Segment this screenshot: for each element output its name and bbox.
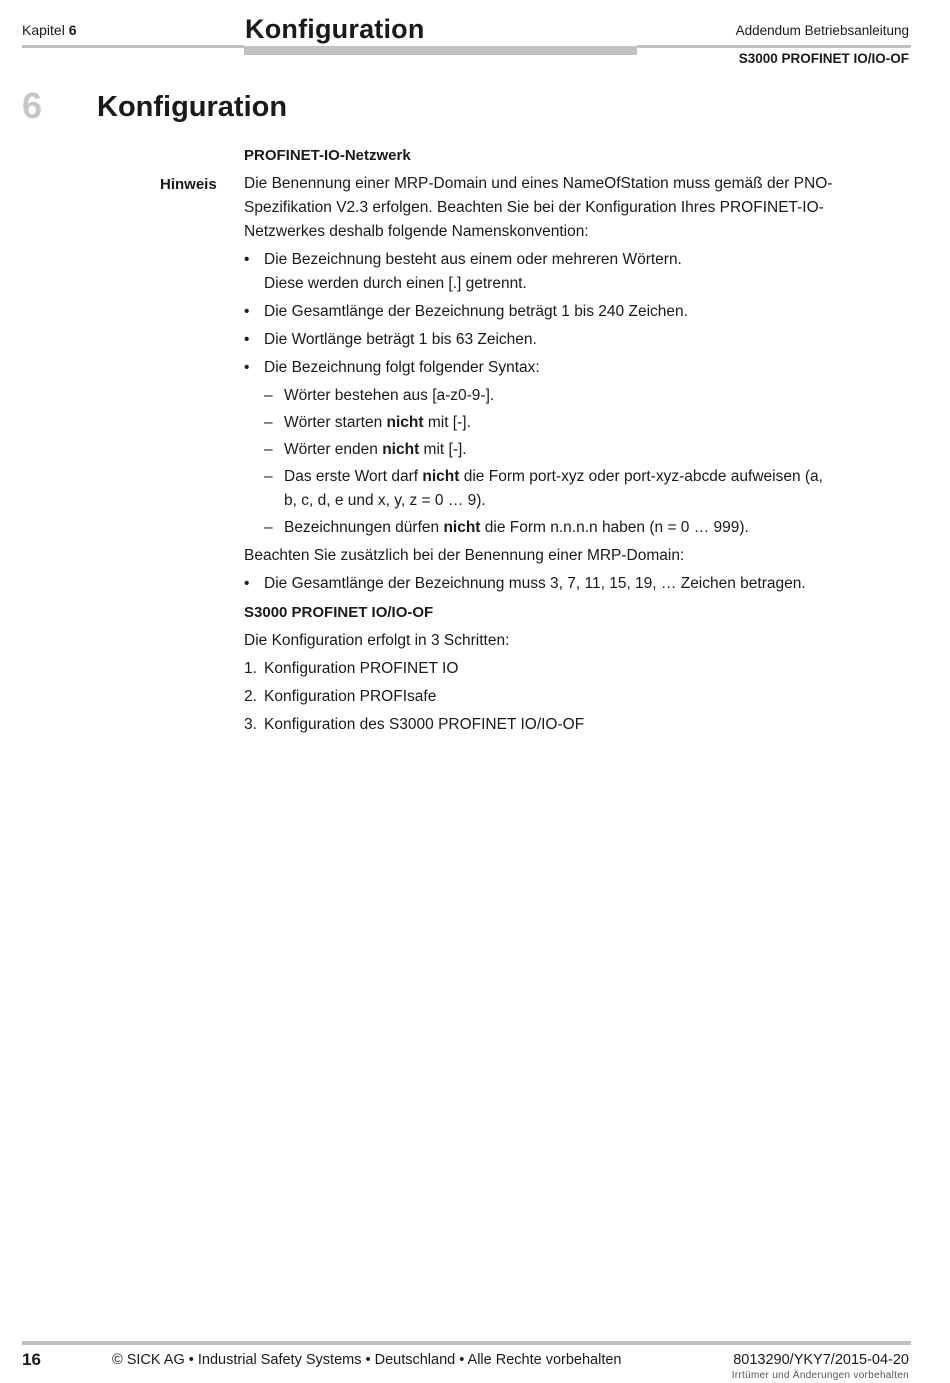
emphasis: nicht [382, 441, 420, 458]
section-heading-network: PROFINET-IO-Netzwerk [244, 147, 411, 164]
section-heading-device: S3000 PROFINET IO/IO-OF [244, 604, 434, 621]
list-item-text: Die Wortlänge beträgt 1 bis 63 Zeichen. [264, 331, 537, 348]
mrp-note: Beachten Sie zusätzlich bei der Benennung einer MRP-Domain: [244, 547, 685, 564]
list-item-text: Konfiguration des S3000 PROFINET IO/IO-OF [264, 716, 585, 733]
device-intro: Die Konfiguration erfolgt in 3 Schritten: [244, 632, 510, 649]
list-item-text: Konfiguration PROFIsafe [264, 688, 437, 705]
list-item [244, 328, 884, 352]
header-rule-middle [244, 46, 637, 55]
note-label: Hinweis [160, 176, 217, 193]
header-rule-right [637, 45, 911, 48]
footer-doc-number: 8013290/YKY7/2015-04-20 [733, 1352, 909, 1368]
list-item-text: Die Gesamtlänge der Bezeichnung muss 3, 7, 11, 15, 19, … Zeichen betragen. [264, 575, 806, 592]
mrp-rules-list [244, 572, 884, 596]
header-doc-type: Addendum Betriebsanleitung [735, 23, 909, 38]
list-item [244, 300, 884, 324]
list-item [244, 657, 884, 681]
list-item [244, 465, 884, 513]
footer-rule [22, 1341, 911, 1345]
dash-marker: – [264, 468, 273, 485]
chapter-title: Konfiguration [97, 91, 288, 123]
bullet-marker: • [244, 575, 250, 592]
list-item [244, 411, 884, 435]
list-item [244, 516, 884, 540]
header-chapter-label: Kapitel [22, 22, 65, 38]
list-item-text: Konfiguration PROFINET IO [264, 660, 459, 677]
list-item-text: die Form n.n.n.n haben (n = 0 … 999). [480, 519, 749, 536]
dash-marker: – [264, 519, 273, 536]
dash-marker: – [264, 387, 273, 404]
list-item [244, 685, 884, 709]
emphasis: nicht [422, 468, 460, 485]
list-item-text: Bezeichnungen dürfen [284, 519, 444, 536]
bullet-marker: • [244, 331, 250, 348]
footer-disclaimer: Irrtümer und Änderungen vorbehalten [731, 1370, 909, 1381]
step-number: 2. [244, 688, 257, 705]
config-steps-list [244, 657, 884, 737]
step-number: 1. [244, 660, 257, 677]
dash-marker: – [264, 414, 273, 431]
list-item [244, 713, 884, 737]
header-title: Konfiguration [245, 14, 425, 44]
emphasis: nicht [386, 414, 424, 431]
list-item-text: Die Gesamtlänge der Bezeichnung beträgt 1 bis 240 Zeichen. [264, 303, 688, 320]
main-content [244, 145, 884, 741]
bullet-marker: • [244, 303, 250, 320]
list-item-text: Wörter enden [284, 441, 383, 458]
header-product: S3000 PROFINET IO/IO-OF [738, 51, 909, 66]
header-rule-left [22, 45, 244, 48]
list-item-text: Diese werden durch einen [.] getrennt. [264, 275, 527, 292]
header-chapter [22, 22, 77, 38]
page-number: 16 [22, 1350, 41, 1369]
list-item-text: Das erste Wort darf [284, 468, 423, 485]
chapter-number: 6 [22, 85, 43, 126]
list-item-text: Die Bezeichnung besteht aus einem oder mehreren Wörtern. [264, 251, 682, 268]
list-item [244, 248, 884, 296]
naming-rules-list [244, 248, 884, 540]
header-chapter-number: 6 [68, 22, 77, 38]
list-item-text: die Form port-xyz oder port-xyz-abcde aufweisen (a, b, c, d, e und x, y, z = 0 … 9). [284, 468, 823, 509]
emphasis: nicht [443, 519, 481, 536]
list-item [244, 572, 884, 596]
network-intro: Die Benennung einer MRP-Domain und eines NameOfStation muss gemäß der PNO-Spezifikation V2.3 erfolgen. Beachten Sie bei der Konfiguration Ihres PROFINET-IO-Netzwerkes deshalb folgende Namenskonvention: [244, 175, 833, 240]
list-item-text: Wörter bestehen aus [a-z0-9-]. [284, 387, 495, 404]
list-item [244, 356, 884, 540]
bullet-marker: • [244, 251, 250, 268]
dash-marker: – [264, 441, 273, 458]
list-item [244, 384, 884, 408]
step-number: 3. [244, 716, 257, 733]
syntax-rules-list [264, 384, 884, 540]
footer-copyright: © SICK AG • Industrial Safety Systems • Deutschland • Alle Rechte vorbehalten [112, 1352, 622, 1368]
list-item-text: mit [-]. [419, 441, 467, 458]
bullet-marker: • [244, 359, 250, 376]
list-item-text: mit [-]. [423, 414, 471, 431]
list-item-text: Wörter starten [284, 414, 387, 431]
list-item-text: Die Bezeichnung folgt folgender Syntax: [264, 359, 540, 376]
list-item [244, 438, 884, 462]
